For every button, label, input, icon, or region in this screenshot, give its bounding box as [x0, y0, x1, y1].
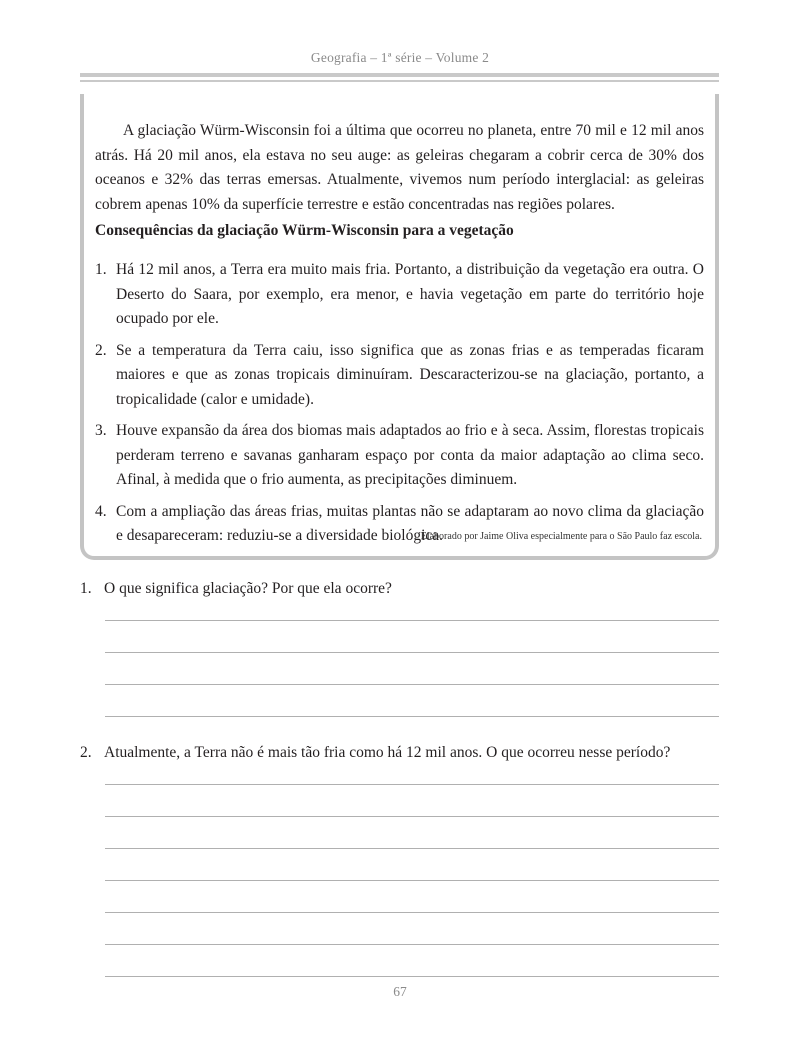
question-1	[80, 580, 392, 598]
question-number: 1.	[80, 580, 92, 597]
answer-line[interactable]	[105, 912, 719, 913]
question-text: Atualmente, a Terra não é mais tão fria como há 12 mil anos. O que ocorreu nesse período?	[104, 744, 671, 761]
answer-line[interactable]	[105, 880, 719, 881]
list-item	[95, 339, 704, 413]
list-item	[95, 258, 704, 332]
source-credit: Elaborado por Jaime Oliva especialmente para o São Paulo faz escola.	[420, 531, 702, 542]
question-2	[80, 744, 670, 762]
question-text: O que significa glaciação? Por que ela ocorre?	[104, 580, 392, 597]
answer-line[interactable]	[105, 784, 719, 785]
list-item-text: Se a temperatura da Terra caiu, isso significa que as zonas frias e as temperadas ficaram maiores e que as zonas tropicais diminuíram. Descaracterizou-se na glaciação, portanto, a tropicalidade (calor e umidade).	[116, 341, 704, 408]
intro-paragraph: A glaciação Würm-Wisconsin foi a última que ocorreu no planeta, entre 70 mil e 12 mil anos atrás. Há 20 mil anos, ela estava no seu auge: as geleiras chegaram a cobrir cerca de 30% dos oceanos e 32% das terras emersas. Atualmente, vivemos num período interglacial: as geleiras cobrem apenas 10% da superfície terrestre e estão concentradas nas regiões polares.	[95, 122, 704, 213]
answer-line[interactable]	[105, 848, 719, 849]
list-item-text: Com a ampliação das áreas frias, muitas plantas não se adaptaram ao novo clima da glaciação e desapareceram: reduziu-se a diversidade biológica.	[116, 502, 704, 544]
running-header: Geografia – 1ª série – Volume 2	[310, 50, 490, 65]
consequences-list	[95, 258, 704, 556]
question-number: 2.	[80, 744, 92, 761]
header-rule-thin	[80, 80, 719, 82]
header-rule-thick	[80, 73, 719, 77]
list-item-text: Há 12 mil anos, a Terra era muito mais fria. Portanto, a distribuição da vegetação era outra. O Deserto do Saara, por exemplo, era menor, e havia vegetação em parte do território hoje ocupado por ele.	[116, 261, 704, 327]
list-item	[95, 419, 704, 493]
section-heading: Consequências da glaciação Würm-Wisconsin para a vegetação	[95, 222, 514, 239]
list-item-number: 2.	[95, 341, 107, 359]
list-item-number: 4.	[95, 502, 107, 520]
list-item-number: 3.	[95, 422, 107, 439]
list-item-number: 1.	[95, 261, 107, 278]
page-number: 67	[393, 984, 407, 999]
answer-line[interactable]	[105, 716, 719, 717]
answer-line[interactable]	[105, 620, 719, 621]
answer-line[interactable]	[105, 976, 719, 977]
answer-line[interactable]	[105, 684, 719, 685]
answer-line[interactable]	[105, 652, 719, 653]
list-item-text: Houve expansão da área dos biomas mais adaptados ao frio e à seca. Assim, florestas tropicais perderam terreno e savanas ganharam espaço por conta da maior adaptação ao clima seco. Afinal, à medida que o frio aumenta, as precipitações diminuem.	[116, 422, 704, 488]
answer-line[interactable]	[105, 816, 719, 817]
answer-line[interactable]	[105, 944, 719, 945]
